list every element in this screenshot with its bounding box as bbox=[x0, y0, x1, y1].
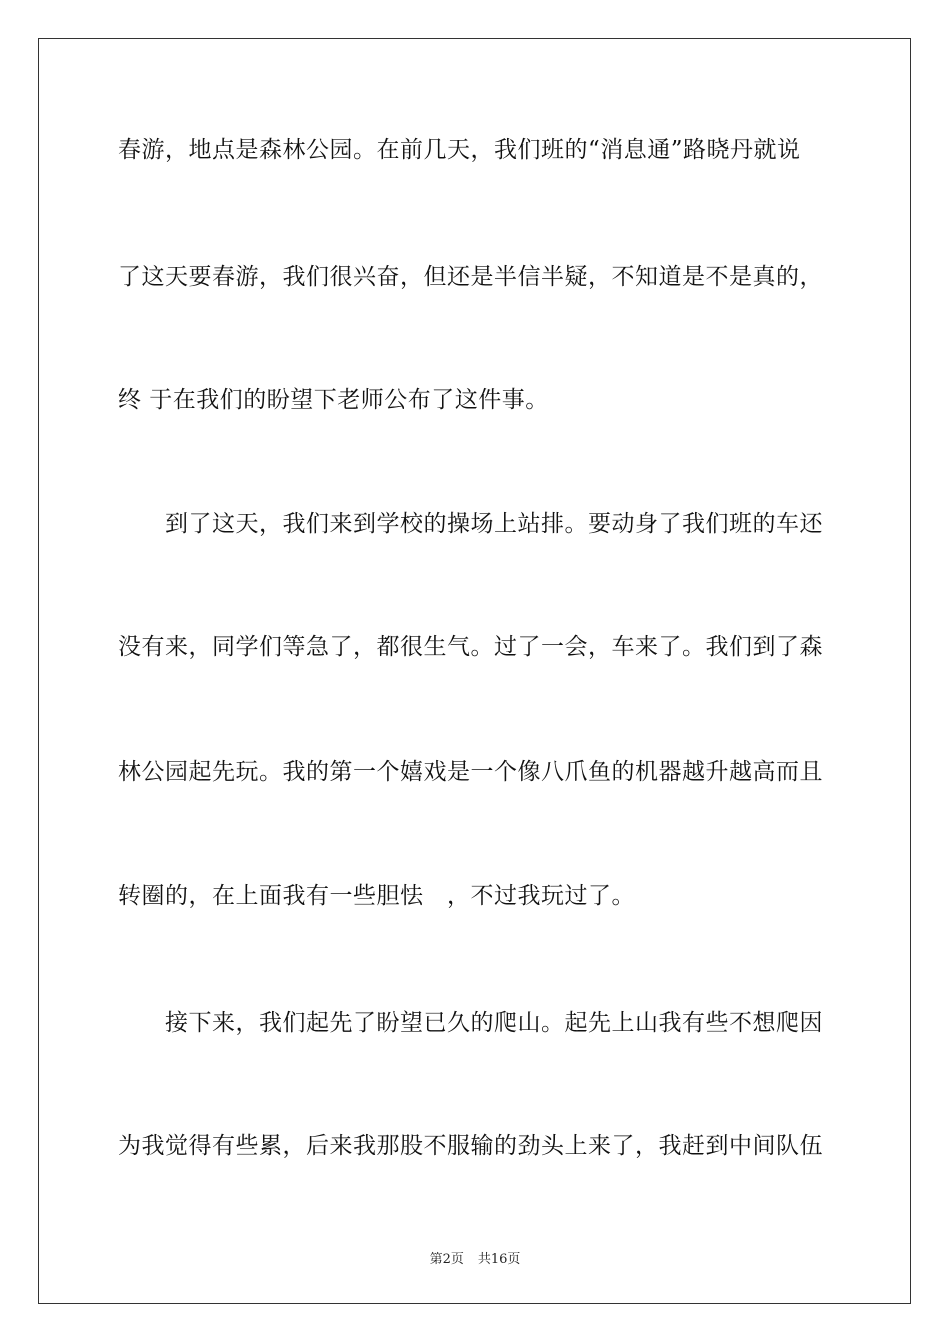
text-line-2: 了这天要春游，我们很兴奋，但还是半信半疑，不知道是不是真的， bbox=[118, 264, 823, 290]
page-border bbox=[38, 38, 911, 1304]
text-line-7: 转圈的，在上面我有一些胆怯 ，不过我玩过了。 bbox=[118, 883, 635, 909]
text-line-3: 终 于在我们的盼望下老师公布了这件事。 bbox=[118, 387, 549, 413]
text-line-4: 到了这天，我们来到学校的操场上站排。要动身了我们班的车还 bbox=[118, 511, 823, 537]
text-line-9: 为我觉得有些累，后来我那股不服输的劲头上来了，我赶到中间队伍 bbox=[118, 1133, 823, 1159]
text-line-6: 林公园起先玩。我的第一个嬉戏是一个像八爪鱼的机器越升越高而且 bbox=[118, 759, 823, 785]
page-total: 共16页 bbox=[477, 1252, 521, 1267]
text-line-1: 春游，地点是森林公园。在前几天，我们班的“消息通”路晓丹就说 bbox=[118, 137, 801, 163]
page-number: 第2页 bbox=[429, 1252, 464, 1267]
page-footer bbox=[0, 1248, 950, 1267]
text-line-5: 没有来，同学们等急了，都很生气。过了一会，车来了。我们到了森 bbox=[118, 634, 823, 660]
text-line-8: 接下来，我们起先了盼望已久的爬山。起先上山我有些不想爬因 bbox=[118, 1010, 823, 1036]
